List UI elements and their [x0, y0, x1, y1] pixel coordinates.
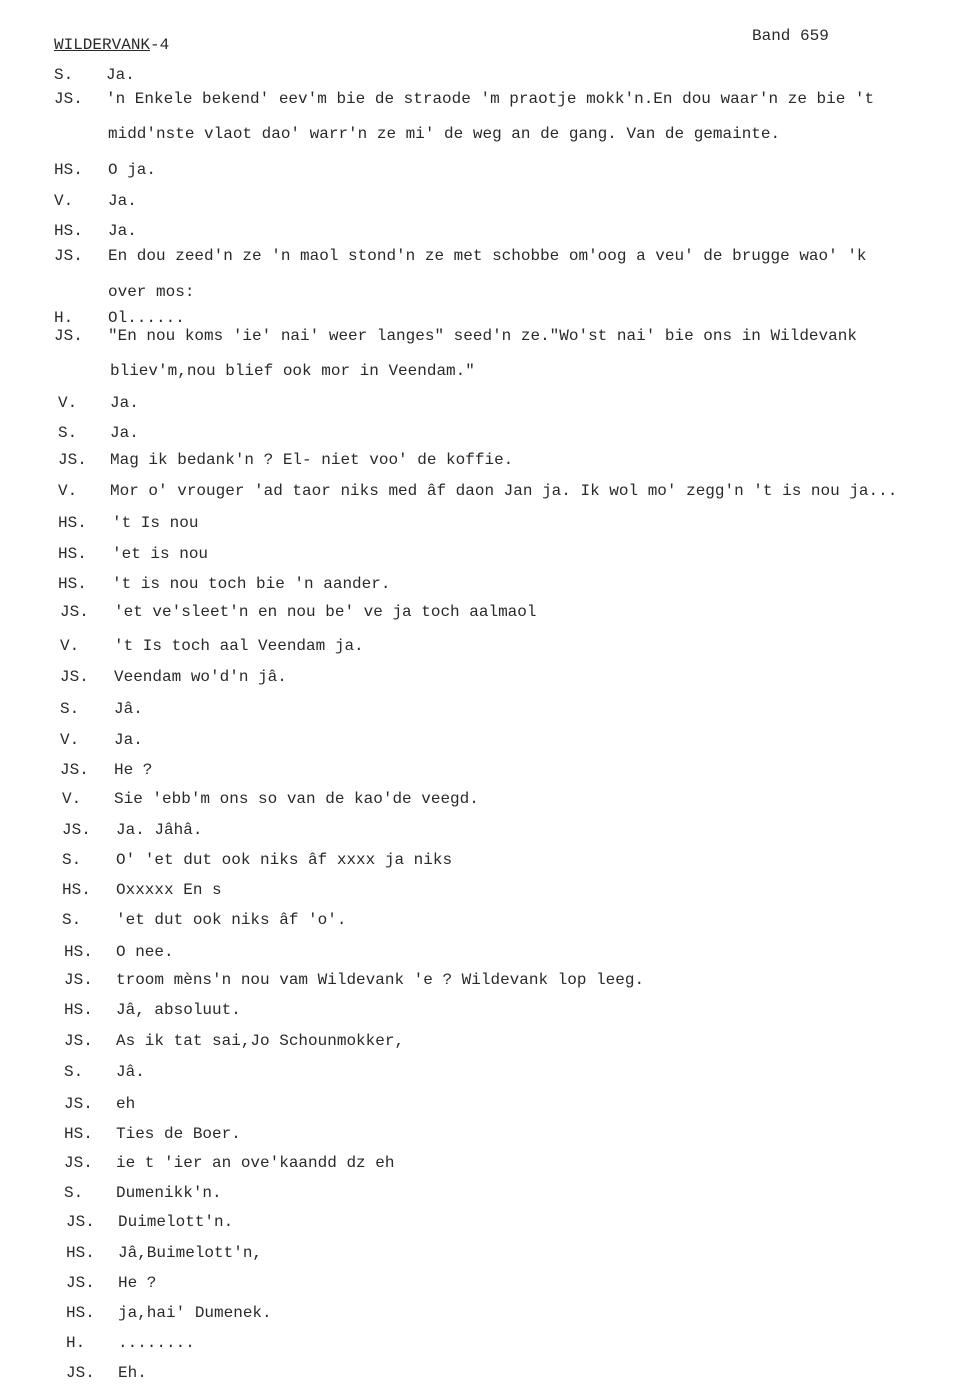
dialogue-line: Jâ. — [114, 700, 143, 718]
dialogue-line: Ja. — [110, 424, 139, 442]
speaker-label: V. — [60, 731, 80, 749]
speaker-label: S. — [62, 851, 82, 869]
dialogue-line: Jâ. — [116, 1063, 145, 1081]
speaker-label: JS. — [64, 1095, 93, 1113]
speaker-label: HS. — [58, 514, 87, 532]
title-suffix: -4 — [150, 36, 170, 54]
dialogue-line: O nee. — [116, 943, 174, 961]
speaker-label: V. — [62, 790, 82, 808]
dialogue-line: Oxxxxx En s — [116, 881, 222, 899]
speaker-label: S. — [62, 911, 82, 929]
speaker-label: HS. — [64, 1001, 93, 1019]
speaker-label: JS. — [64, 1154, 93, 1172]
dialogue-line: midd'nste vlaot dao' warr'n ze mi' de weg an de gang. Van de gemainte. — [108, 125, 781, 143]
speaker-label: HS. — [62, 881, 91, 899]
speaker-label: JS. — [66, 1213, 95, 1231]
speaker-label: JS. — [54, 247, 83, 265]
dialogue-line: ........ — [118, 1334, 195, 1352]
speaker-label: HS. — [58, 575, 87, 593]
dialogue-line: Duimelott'n. — [118, 1213, 234, 1231]
speaker-label: HS. — [64, 1125, 93, 1143]
speaker-label: S. — [54, 66, 74, 84]
dialogue-line: 'n Enkele bekend' eev'm bie de straode 'm praotje mokk'n.En dou waar'n ze bie 't — [106, 90, 875, 108]
document-title — [54, 36, 169, 54]
dialogue-line: En dou zeed'n ze 'n maol stond'n ze met schobbe om'oog a veu' de brugge wao' 'k — [108, 247, 867, 265]
dialogue-line: As ik tat sai,Jo Schounmokker, — [116, 1032, 405, 1050]
dialogue-line: 't Is nou — [112, 514, 199, 532]
dialogue-line: troom mèns'n nou vam Wildevank 'e ? Wildevank lop leeg. — [116, 971, 645, 989]
speaker-label: S. — [60, 700, 80, 718]
dialogue-line: 'et is nou — [112, 545, 209, 563]
speaker-label: HS. — [54, 222, 83, 240]
dialogue-line: ja,hai' Dumenek. — [118, 1304, 272, 1322]
dialogue-line: bliev'm,nou blief ook mor in Veendam." — [110, 362, 475, 380]
dialogue-line: O ja. — [108, 161, 157, 179]
dialogue-line: ie t 'ier an ove'kaandd dz eh — [116, 1154, 395, 1172]
speaker-label: V. — [58, 394, 78, 412]
dialogue-line: He ? — [114, 761, 153, 779]
speaker-label: HS. — [66, 1244, 95, 1262]
title-underlined: WILDERVANK — [54, 36, 151, 54]
dialogue-line: Ja. — [110, 394, 139, 412]
dialogue-line: Eh. — [118, 1364, 147, 1382]
speaker-label: V. — [58, 482, 78, 500]
speaker-label: S. — [64, 1184, 84, 1202]
speaker-label: HS. — [64, 943, 93, 961]
dialogue-line: Ja. Jâhâ. — [116, 821, 203, 839]
speaker-label: JS. — [54, 90, 83, 108]
band-number: Band 659 — [752, 27, 829, 45]
dialogue-line: 't Is toch aal Veendam ja. — [114, 637, 364, 655]
speaker-label: JS. — [66, 1364, 95, 1382]
speaker-label: H. — [54, 309, 74, 327]
speaker-label: JS. — [60, 761, 89, 779]
speaker-label: JS. — [60, 668, 89, 686]
dialogue-line: Jâ, absoluut. — [116, 1001, 241, 1019]
speaker-label: H. — [66, 1334, 86, 1352]
speaker-label: JS. — [54, 327, 83, 345]
speaker-label: JS. — [62, 821, 91, 839]
dialogue-line: O' 'et dut ook niks âf xxxx ja niks — [116, 851, 453, 869]
dialogue-line: Ja. — [108, 192, 137, 210]
speaker-label: S. — [58, 424, 78, 442]
dialogue-line: Mag ik bedank'n ? El- niet voo' de koffie. — [110, 451, 514, 469]
dialogue-line: Ja. — [106, 66, 135, 84]
dialogue-line: Veendam wo'd'n jâ. — [114, 668, 287, 686]
dialogue-line: He ? — [118, 1274, 157, 1292]
dialogue-line: eh — [116, 1095, 136, 1113]
speaker-label: V. — [54, 192, 74, 210]
dialogue-line: 'et ve'sleet'n en nou be' ve ja toch aalmaol — [114, 603, 537, 621]
dialogue-line: Ties de Boer. — [116, 1125, 241, 1143]
dialogue-line: 't is nou toch bie 'n aander. — [112, 575, 391, 593]
dialogue-line: 'et dut ook niks âf 'o'. — [116, 911, 347, 929]
speaker-label: JS. — [64, 1032, 93, 1050]
speaker-label: S. — [64, 1063, 84, 1081]
speaker-label: HS. — [54, 161, 83, 179]
dialogue-line: Sie 'ebb'm ons so van de kao'de veegd. — [114, 790, 479, 808]
dialogue-line: Jâ,Buimelott'n, — [118, 1244, 263, 1262]
speaker-label: JS. — [60, 603, 89, 621]
speaker-label: HS. — [58, 545, 87, 563]
dialogue-line: Ja. — [108, 222, 137, 240]
speaker-label: JS. — [66, 1274, 95, 1292]
dialogue-line: Dumenikk'n. — [116, 1184, 222, 1202]
speaker-label: JS. — [58, 451, 87, 469]
speaker-label: JS. — [64, 971, 93, 989]
dialogue-line: over mos: — [108, 283, 195, 301]
speaker-label: HS. — [66, 1304, 95, 1322]
speaker-label: V. — [60, 637, 80, 655]
dialogue-line: "En nou koms 'ie' nai' weer langes" seed'n ze."Wo'st nai' bie ons in Wildevank — [108, 327, 857, 345]
dialogue-line: Mor o' vrouger 'ad taor niks med âf daon Jan ja. Ik wol mo' zegg'n 't is nou ja... — [110, 482, 898, 500]
dialogue-line: Ja. — [114, 731, 143, 749]
dialogue-line: Ol...... — [108, 309, 185, 327]
